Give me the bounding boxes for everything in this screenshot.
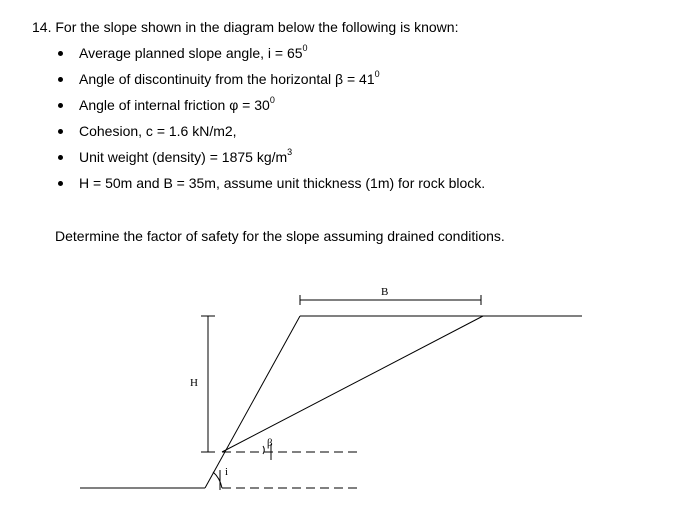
question-number: 14. (32, 19, 52, 35)
list-item: Average planned slope angle, $i = 65^0$ (56, 44, 485, 70)
label-i: i (225, 466, 229, 478)
i-angle-arc (213, 472, 222, 488)
list-item: Angle of internal friction $\varphi = 30^0$ (56, 96, 485, 122)
label-beta: β (267, 437, 273, 449)
list-item: Unit weight (density) = 1875 $kg/m^3$ (56, 148, 485, 174)
label-h: H (190, 377, 198, 389)
list-item: H = 50m and B = 35m, assume unit thickness (1m) for rock block. (56, 174, 485, 200)
list-item: Angle of discontinuity from the horizontal $\beta = 41^0$ (56, 70, 485, 96)
list-item: Cohesion, c = 1.6 kN/m2, (56, 122, 485, 148)
slope-face-line (205, 316, 300, 488)
question-prompt: For the slope shown in the diagram below the following is known: (55, 19, 459, 35)
label-b: B (381, 286, 389, 298)
task-text: Determine the factor of safety for the slope assuming drained conditions. (55, 228, 505, 244)
discontinuity-line (222, 316, 483, 452)
beta-angle-arc (263, 446, 264, 454)
